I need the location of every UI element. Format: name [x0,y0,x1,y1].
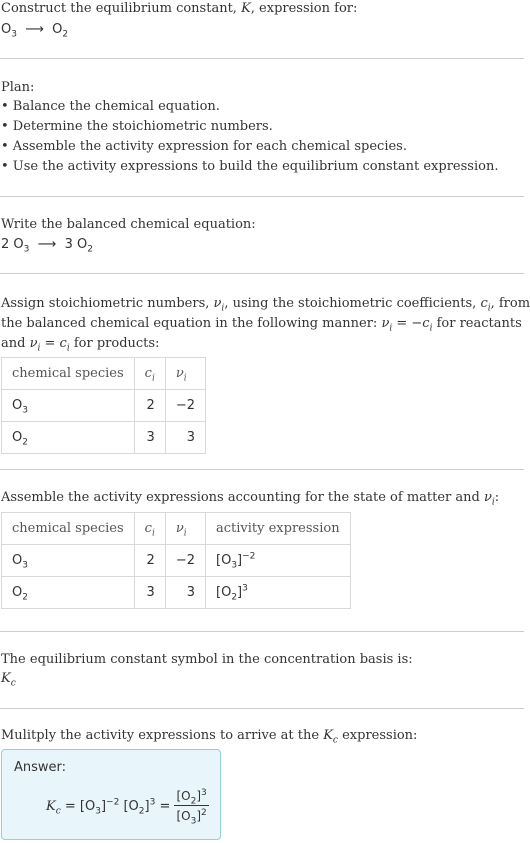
balanced-title: Write the balanced chemical equation: [1,217,256,232]
table-row [2,545,351,577]
c-cell: 2 [134,545,165,577]
intro-text: Construct the equilibrium constant, K, expression for: [1,1,358,16]
v-cell: −2 [165,390,205,422]
v-cell: 3 [165,577,205,609]
c-cell: 2 [134,390,165,422]
divider [0,58,524,59]
header-c: $c_i$ [134,513,165,545]
plan-step: • Use the activity expressions to build the equilibrium constant expression. [1,159,499,174]
c-cell: 3 [134,577,165,609]
table-row [2,390,206,422]
balanced-equation: 2 $O_3$ ⟶ 3 $O_2$ [1,237,93,255]
answer-expression: $K_c$ = $[O_3]^{-2}$ $[O_2]^3$ = $\frac{[O_2]^3}{[O_3]^2}$ [46,787,207,826]
species-cell: $O_2$ [2,577,135,609]
c-cell: 3 [134,422,165,454]
plan-step: • Assemble the activity expression for each chemical species. [1,139,407,154]
divider [0,273,524,274]
species-cell: $O_3$ [2,390,135,422]
divider [0,196,524,197]
header-v: $\nu_i$ [165,513,205,545]
v-cell: 3 [165,422,205,454]
stoich-text: and $\nu_i = c_i$ for products: [1,336,160,354]
table-header-row [2,513,351,545]
kc-symbol: $K_c$ [1,671,16,689]
answer-label: Answer: [14,760,67,775]
header-c: $c_i$ [134,358,165,390]
activity-cell: $[O_2]^3$ [206,577,351,609]
symbol-title: The equilibrium constant symbol in the concentration basis is: [1,652,413,667]
table-row [2,422,206,454]
multiply-text: Mulitply the activity expressions to arrive at the $K_c$ expression: [1,728,418,746]
divider [0,631,524,632]
divider [0,708,524,709]
species-cell: $O_2$ [2,422,135,454]
header-v: $\nu_i$ [165,358,205,390]
v-cell: −2 [165,545,205,577]
answer-box [1,749,221,840]
plan-step: • Balance the chemical equation. [1,99,220,114]
plan-step: • Determine the stoichiometric numbers. [1,119,273,134]
stoich-text: the balanced chemical equation in the following manner: $\nu_i = -c_i$ for reactants [1,316,522,334]
divider [0,469,524,470]
activity-text: Assemble the activity expressions accounting for the state of matter and $\nu_i$: [1,490,500,508]
stoich-text: Assign stoichiometric numbers, $\nu_i$, using the stoichiometric coefficients, $c_i$, from [1,296,530,314]
header-species: chemical species [2,358,135,390]
species-cell: $O_3$ [2,545,135,577]
answer-fraction: $\frac{[O_2]^3}{[O_3]^2}$ [176,787,207,826]
table-header-row [2,358,206,390]
stoich-table [1,357,206,454]
table-row [2,577,351,609]
activity-table [1,512,351,609]
header-activity: activity expression [206,513,351,545]
activity-cell: $[O_3]^{-2}$ [206,545,351,577]
header-species: chemical species [2,513,135,545]
plan-title: Plan: [1,80,35,95]
reaction-equation: $O_3$ ⟶ $O_2$ [1,22,69,40]
